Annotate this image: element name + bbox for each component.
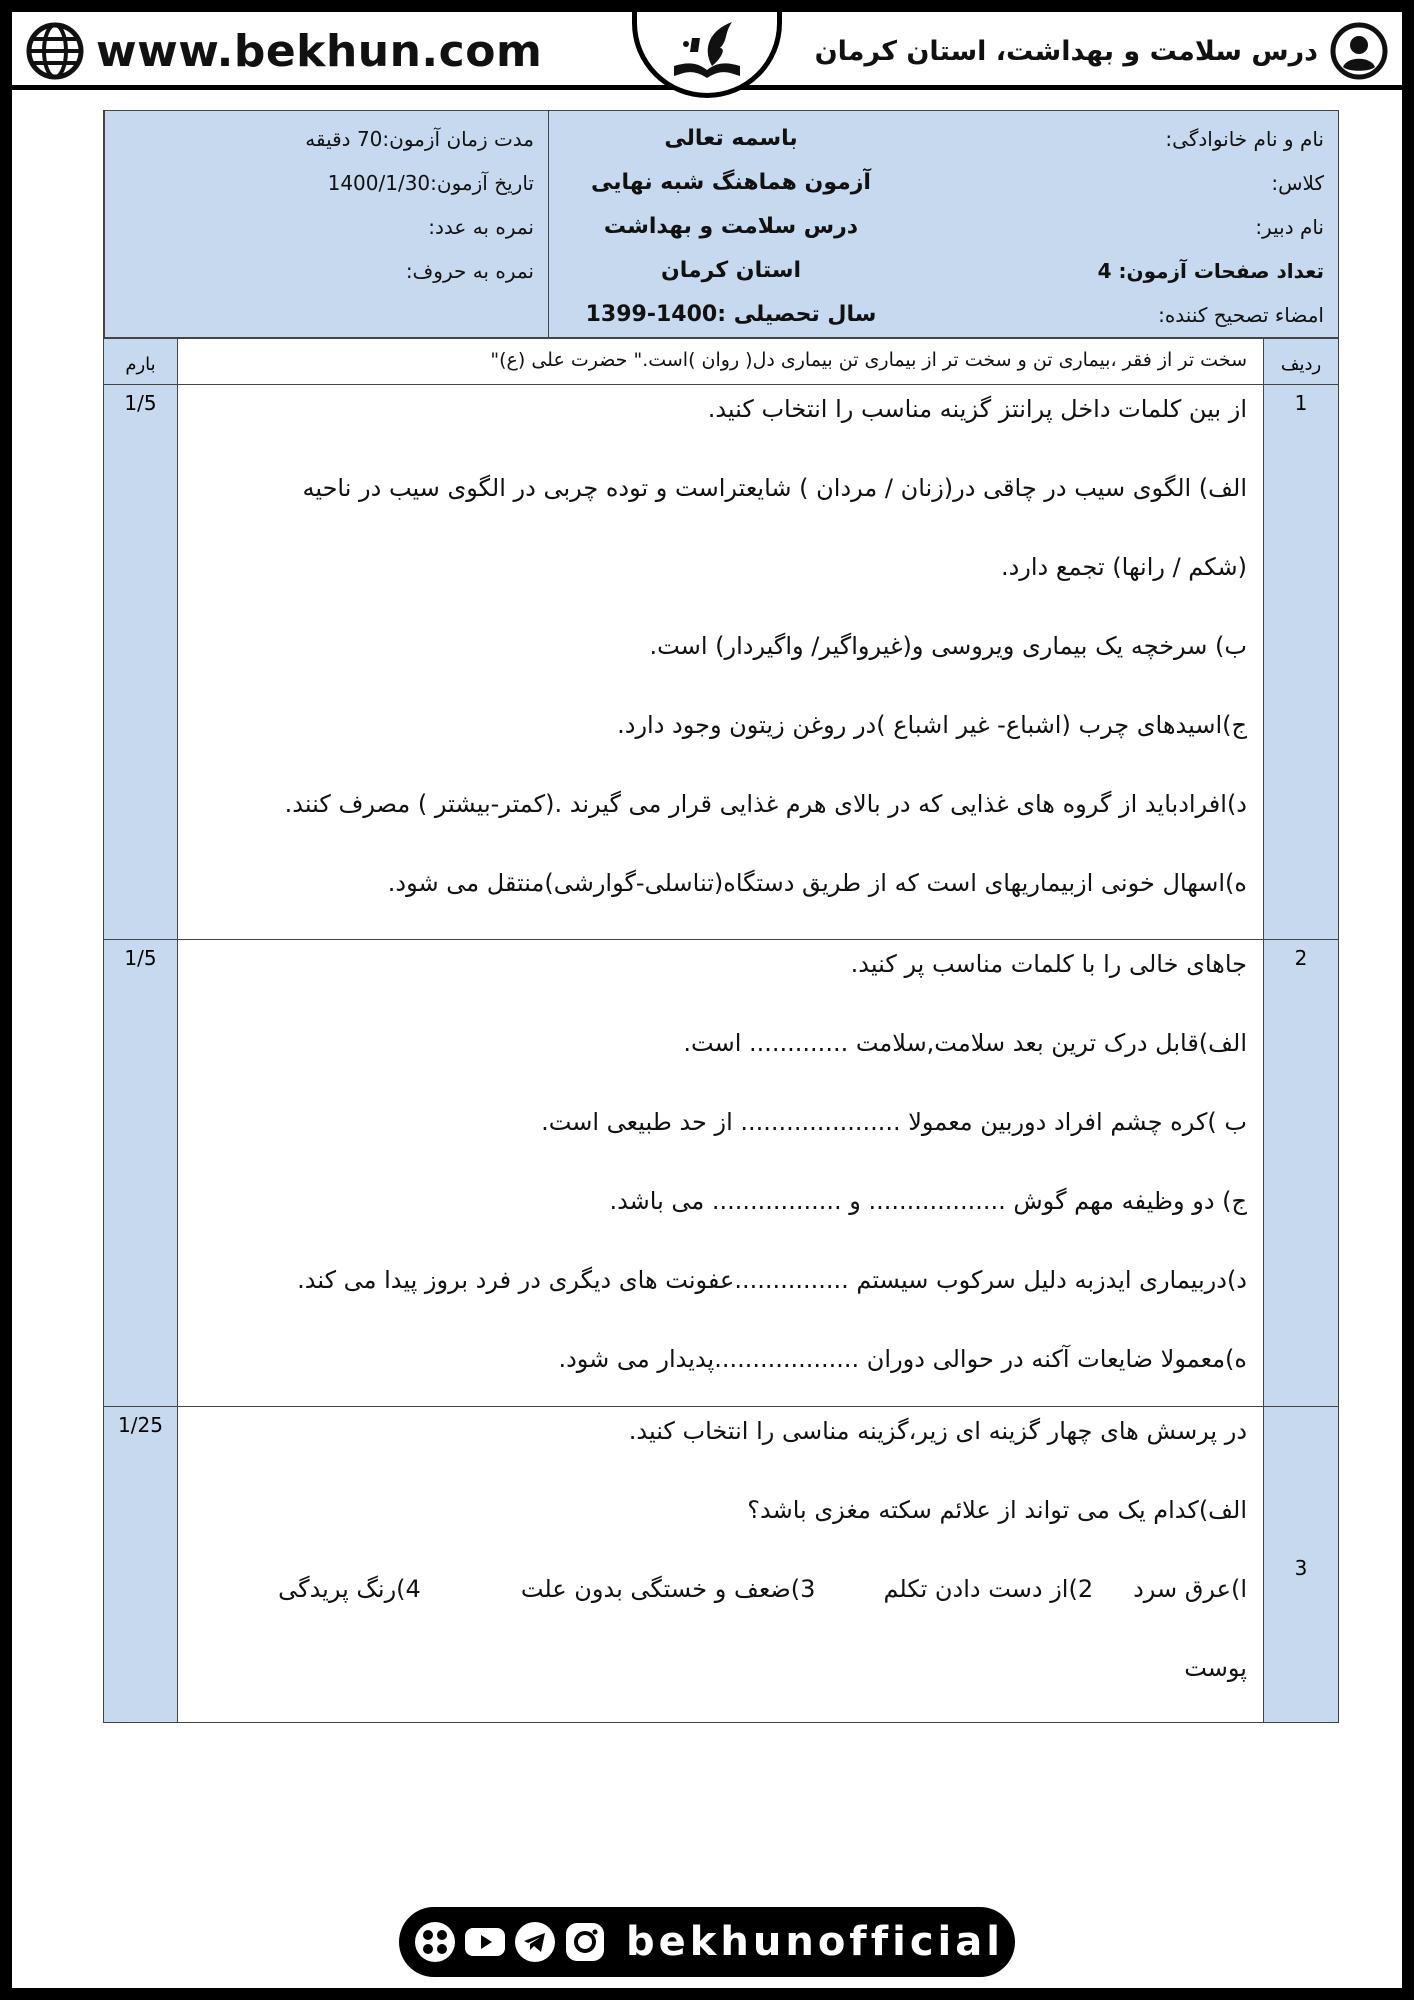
academic-year: سال تحصیلی :1400-1399	[585, 302, 877, 327]
instagram-icon[interactable]	[563, 1920, 607, 1964]
page	[12, 12, 1402, 1988]
option-4: 4)رنگ پریدگی	[278, 1575, 421, 1603]
exam-title	[548, 111, 913, 337]
questions-table	[103, 338, 1339, 1723]
question-line: الف) الگوی سیب در چاقی در(زنان / مردان ) شایعتراست و توده چربی در الگوی سیب در ناحیه	[302, 474, 1247, 502]
bismillah: باسمه تعالی	[664, 126, 798, 151]
answer-options	[190, 1569, 1247, 1609]
option-2: 2)از دست دادن تکلم	[883, 1575, 1094, 1603]
question-line: ه)معمولا ضایعات آکنه در حوالی دوران ...................پدیدار می شود.	[558, 1345, 1247, 1373]
question-line: د)دربیماری ایدزبه دلیل سرکوب سیستم ...............عفونت های دیگری در فرد بروز پیدا می کند.	[297, 1266, 1247, 1294]
site-link[interactable]	[26, 21, 542, 81]
question-body	[178, 385, 1264, 940]
score-words-field: نمره به حروف:	[405, 259, 534, 283]
question-line: ج)اسیدهای چرب (اشباع- غیر اشباع )در روغن زیتون وجود دارد.	[617, 711, 1247, 739]
question-row-1	[104, 385, 1339, 940]
table-header-row	[104, 339, 1339, 385]
option-1: ا)عرق سرد	[1133, 1575, 1247, 1603]
social-handle[interactable]: bekhunofficial	[626, 1919, 1004, 1965]
exam-info-header	[103, 110, 1339, 338]
question-row-2	[104, 940, 1339, 1407]
class-field: کلاس:	[1271, 171, 1324, 195]
exam-meta	[104, 111, 548, 337]
question-line: ب) سرخچه یک بیماری ویروسی و(غیرواگیر/ واگیردار) است.	[649, 632, 1247, 660]
question-line: الف)کدام یک می تواند از علائم سکته مغزی باشد؟	[747, 1496, 1247, 1524]
quote-header: سخت تر از فقر ،بیماری تن و سخت تر از بیماری تن بیماری دل( روان )است." حضرت علی (ع)"	[178, 339, 1264, 385]
exam-sheet	[103, 110, 1339, 1723]
question-number: 3	[1264, 1407, 1339, 1723]
score-number-field: نمره به عدد:	[428, 215, 534, 239]
social-footer	[399, 1907, 1015, 1977]
youtube-icon[interactable]	[463, 1920, 507, 1964]
row-number-header: ردیف	[1264, 339, 1339, 385]
question-row-3	[104, 1407, 1339, 1723]
question-score: 1/25	[104, 1407, 178, 1723]
option-3: 3)ضعف و خستگی بدون علت	[520, 1575, 816, 1603]
question-line: (شکم / رانها) تجمع دارد.	[1000, 553, 1247, 581]
question-instruction: در پرسش های چهار گزینه ای زیر،گزینه مناسی را انتخاب کنید.	[628, 1417, 1247, 1445]
student-name-field: نام و نام خانوادگی:	[1165, 127, 1324, 151]
site-url[interactable]: www.bekhun.com	[96, 25, 543, 77]
teacher-field: نام دبیر:	[1255, 215, 1324, 239]
question-score: 1/5	[104, 385, 178, 940]
question-line: ب )کره چشم افراد دوربین معمولا ..................... از حد طبیعی است.	[541, 1108, 1247, 1136]
question-line: ه)اسهال خونی ازبیماریهای است که از طریق دستگاه(تناسلی-گوارشی)منتقل می شود.	[387, 869, 1247, 897]
question-score: 1/5	[104, 940, 178, 1407]
telegram-icon[interactable]	[513, 1920, 557, 1964]
exam-date: تاریخ آزمون:1400/1/30	[327, 171, 534, 195]
course-title-text: درس سلامت و بهداشت، استان کرمان	[814, 35, 1318, 67]
student-info	[913, 111, 1338, 337]
question-body	[178, 1407, 1264, 1723]
question-number: 2	[1264, 940, 1339, 1407]
question-instruction: جاهای خالی را با کلمات مناسب پر کنید.	[850, 950, 1247, 978]
question-line: الف)قابل درک ترین بعد سلامت,سلامت ............. است.	[683, 1029, 1247, 1057]
subject-name: درس سلامت و بهداشت	[603, 214, 859, 239]
question-instruction: از بین کلمات داخل پرانتز گزینه مناسب را انتخاب کنید.	[707, 395, 1247, 423]
signature-field: امضاء تصحیح کننده:	[1158, 303, 1324, 327]
province-name: استان کرمان	[661, 258, 801, 283]
exam-name: آزمون هماهنگ شبه نهایی	[591, 170, 871, 195]
brand-logo	[632, 12, 782, 98]
exam-duration: مدت زمان آزمون:70 دقیقه	[305, 127, 534, 151]
question-body	[178, 940, 1264, 1407]
option-4-continued: پوست	[1184, 1654, 1247, 1682]
question-line: ج) دو وظیفه مهم گوش .................. و ................. می باشد.	[609, 1187, 1247, 1215]
question-number: 1	[1264, 385, 1339, 940]
user-avatar-icon	[1330, 22, 1388, 80]
top-bar	[12, 12, 1402, 90]
globe-icon	[26, 22, 84, 80]
question-line: د)افرادباید از گروه های غذایی که در بالای هرم غذایی قرار می گیرند .(کمتر-بیشتر ) مصرف کنند.	[284, 790, 1247, 818]
score-header: بارم	[104, 339, 178, 385]
aparat-icon[interactable]	[413, 1920, 457, 1964]
page-count: تعداد صفحات آزمون: 4	[1097, 259, 1324, 283]
quill-book-logo-icon	[662, 18, 752, 88]
course-title	[815, 21, 1388, 81]
